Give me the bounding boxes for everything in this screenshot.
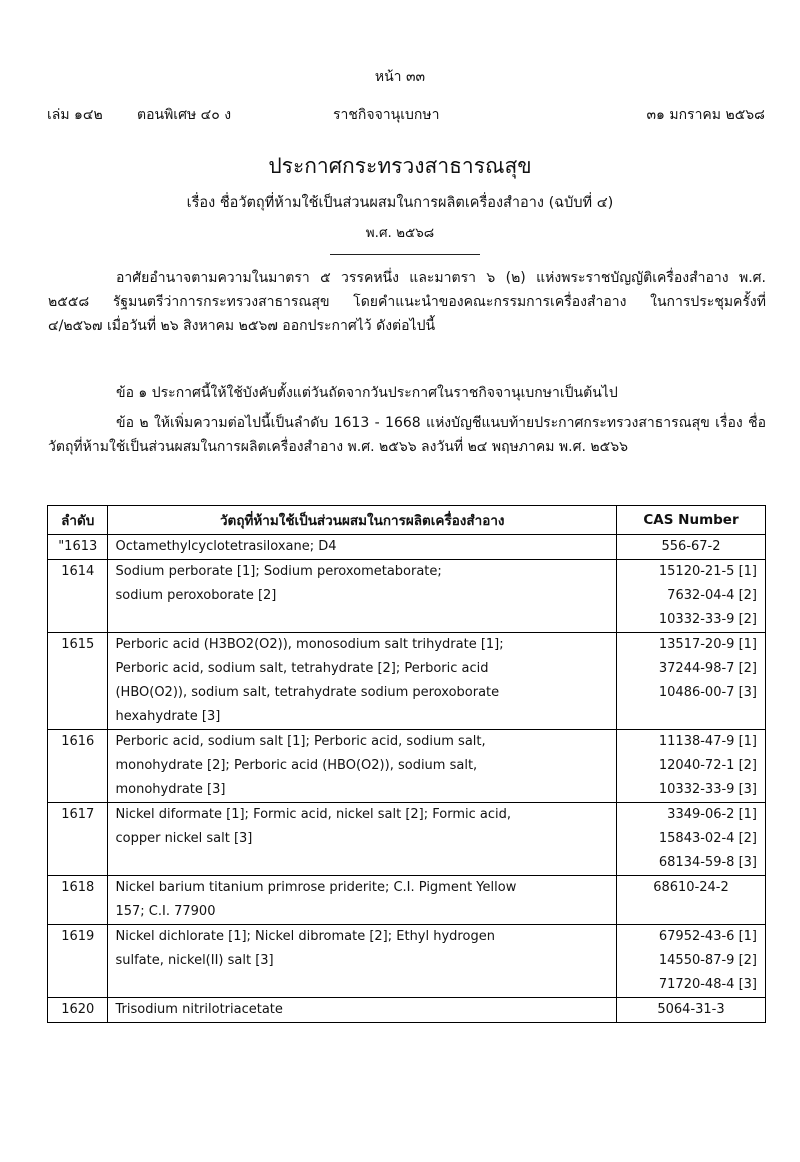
- table-row: [48, 730, 766, 803]
- table-row: [48, 876, 766, 925]
- cas-number-line: 67952-43-6 [1]: [658, 929, 757, 944]
- cas-number-cell: [617, 730, 766, 803]
- gazette-name: ราชกิจจานุเบกษา: [333, 107, 440, 123]
- cas-number-line: 5064-31-3: [657, 1002, 725, 1017]
- cas-number-cell: [617, 560, 766, 633]
- substance-name-cell: [108, 876, 617, 925]
- table-body: [48, 535, 766, 1023]
- substances-table: [47, 505, 766, 1023]
- substance-name-line: hexahydrate [3]: [115, 709, 221, 724]
- cas-number-line: 7632-04-4 [2]: [667, 588, 757, 603]
- row-number: 1617: [61, 807, 95, 822]
- substance-name-line: Nickel dichlorate [1]; Nickel dibromate [2]; Ethyl hydrogen: [115, 929, 495, 944]
- row-number: 1619: [61, 929, 95, 944]
- substance-name-line: monohydrate [3]: [115, 782, 226, 797]
- header-substance-name: วัตถุที่ห้ามใช้เป็นส่วนผสมในการผลิตเครื่องสำอาง: [108, 506, 617, 535]
- row-number: 1618: [61, 880, 95, 895]
- substance-name-line: copper nickel salt [3]: [115, 831, 253, 846]
- gazette-date: ๓๑ มกราคม ๒๕๖๘: [646, 107, 765, 123]
- substance-name-line: Nickel barium titanium primrose priderite; C.I. Pigment Yellow: [115, 880, 517, 895]
- table-row: [48, 535, 766, 560]
- page-number: หน้า ๓๓: [374, 69, 426, 85]
- announcement-year: พ.ศ. ๒๕๖๘: [365, 225, 435, 241]
- cas-number-line: 10332-33-9 [2]: [658, 612, 757, 627]
- row-number-cell: [48, 998, 108, 1023]
- row-number-cell: [48, 730, 108, 803]
- substance-name-line: sodium peroxoborate [2]: [115, 588, 277, 603]
- row-number: 1620: [61, 1002, 95, 1017]
- preamble-paragraph: อาศัยอำนาจตามความในมาตรา ๕ วรรคหนึ่ง และมาตรา ๖ (๒) แห่งพระราชบัญญัติเครื่องสำอาง พ.ศ. ๒๕๕๘ รัฐมนตรีว่าการกระทรวงสาธารณสุข โดยคำแนะนำของคณะกรรมการเครื่องสำอาง ในการประชุมครั้งที่ ๔/๒๕๖๗ เมื่อวันที่ ๒๖ สิงหาคม ๒๕๖๗ ออกประกาศไว้ ดังต่อไปนี้: [48, 270, 766, 334]
- substance-name-line: 157; C.I. 77900: [115, 904, 216, 919]
- table-row: [48, 560, 766, 633]
- row-number: 1616: [61, 734, 95, 749]
- table-header-row: [48, 506, 766, 535]
- cas-number-line: 3349-06-2 [1]: [667, 807, 757, 822]
- cas-number-line: 12040-72-1 [2]: [658, 758, 757, 773]
- table-row: [48, 925, 766, 998]
- table-row: [48, 803, 766, 876]
- substance-name-line: monohydrate [2]; Perboric acid (HBO(O2)), sodium salt,: [115, 758, 478, 773]
- row-number: 1614: [61, 564, 95, 579]
- row-number: 1615: [61, 637, 95, 652]
- cas-number-line: 71720-48-4 [3]: [658, 977, 757, 992]
- row-number-cell: [48, 633, 108, 730]
- cas-number-line: 11138-47-9 [1]: [658, 734, 757, 749]
- cas-number-cell: [617, 925, 766, 998]
- cas-number-line: 15120-21-5 [1]: [658, 564, 757, 579]
- header-no: ลำดับ: [48, 506, 108, 535]
- substance-name-line: Perboric acid (H3BO2(O2)), monosodium salt trihydrate [1];: [115, 637, 504, 652]
- empty-line: [115, 851, 616, 875]
- cas-number-line: 13517-20-9 [1]: [658, 637, 757, 652]
- substance-name-cell: [108, 560, 617, 633]
- header-cas-number: CAS Number: [617, 506, 766, 535]
- row-number: "1613: [58, 539, 98, 554]
- gazette-volume: เล่ม ๑๔๒: [47, 107, 103, 123]
- announcement-subject: เรื่อง ชื่อวัตถุที่ห้ามใช้เป็นส่วนผสมในการผลิตเครื่องสำอาง (ฉบับที่ ๔): [186, 195, 614, 211]
- substance-name-line: Perboric acid, sodium salt [1]; Perboric acid, sodium salt,: [115, 734, 486, 749]
- table-row: [48, 633, 766, 730]
- substance-name-cell: [108, 633, 617, 730]
- announcement-title: ประกาศกระทรวงสาธารณสุข: [268, 154, 532, 178]
- substance-name-line: Nickel diformate [1]; Formic acid, nickel salt [2]; Formic acid,: [115, 807, 512, 822]
- gazette-header: [47, 104, 765, 124]
- cas-number-line: 68134-59-8 [3]: [658, 855, 757, 870]
- cas-number-line: 68610-24-2: [653, 880, 729, 895]
- cas-number-cell: [617, 876, 766, 925]
- cas-number-cell: [617, 998, 766, 1023]
- substance-name-line: Sodium perborate [1]; Sodium peroxometaborate;: [115, 564, 442, 579]
- cas-number-line: 37244-98-7 [2]: [658, 661, 757, 676]
- cas-number-cell: [617, 803, 766, 876]
- title-divider: [330, 254, 480, 255]
- clause-1-paragraph: ข้อ ๑ ประกาศนี้ให้ใช้บังคับตั้งแต่วันถัดจากวันประกาศในราชกิจจานุเบกษาเป็นต้นไป: [116, 385, 618, 401]
- substance-name-line: sulfate, nickel(II) salt [3]: [115, 953, 274, 968]
- row-number-cell: [48, 876, 108, 925]
- substance-name-line: Perboric acid, sodium salt, tetrahydrate [2]; Perboric acid: [115, 661, 489, 676]
- row-number-cell: [48, 560, 108, 633]
- cas-number-line: 15843-02-4 [2]: [658, 831, 757, 846]
- cas-number-line: 10486-00-7 [3]: [658, 685, 757, 700]
- cas-number-line: 14550-87-9 [2]: [658, 953, 757, 968]
- substance-name-cell: [108, 925, 617, 998]
- cas-number-cell: [617, 633, 766, 730]
- cas-number-line: 10332-33-9 [3]: [658, 782, 757, 797]
- clause-2-paragraph: ข้อ ๒ ให้เพิ่มความต่อไปนี้เป็นลำดับ 1613 - 1668 แห่งบัญชีแนบท้ายประกาศกระทรวงสาธารณสุข เรื่อง ชื่อวัตถุที่ห้ามใช้เป็นส่วนผสมในการผลิตเครื่องสำอาง พ.ศ. ๒๕๖๖ ลงวันที่ ๒๔ พฤษภาคม พ.ศ. ๒๕๖๖: [48, 415, 766, 455]
- substance-name-cell: [108, 803, 617, 876]
- row-number-cell: [48, 925, 108, 998]
- substance-name-line: (HBO(O2)), sodium salt, tetrahydrate sodium peroxoborate: [115, 685, 500, 700]
- substance-name-cell: [108, 998, 617, 1023]
- table-row: [48, 998, 766, 1023]
- substance-name-cell: [108, 730, 617, 803]
- row-number-cell: [48, 803, 108, 876]
- cas-number-line: 556-67-2: [661, 539, 721, 554]
- cas-number-cell: [617, 535, 766, 560]
- empty-line: [115, 608, 616, 632]
- substance-name-cell: [108, 535, 617, 560]
- gazette-issue: ตอนพิเศษ ๔๐ ง: [137, 107, 232, 123]
- substance-name-line: Octamethylcyclotetrasiloxane; D4: [115, 539, 337, 554]
- empty-line: [115, 973, 616, 997]
- substance-name-line: Trisodium nitrilotriacetate: [115, 1002, 283, 1017]
- row-number-cell: [48, 535, 108, 560]
